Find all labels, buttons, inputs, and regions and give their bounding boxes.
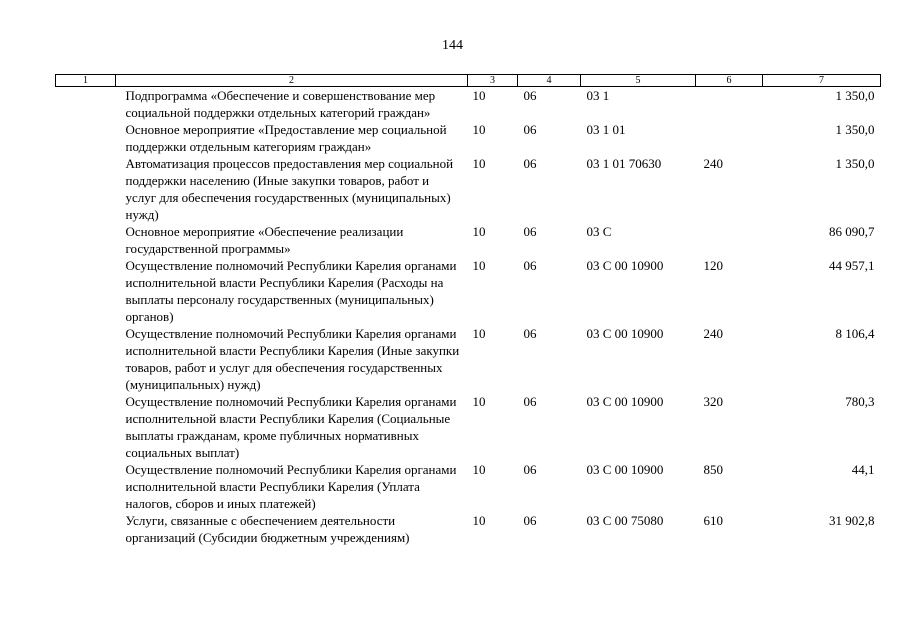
row-target-code: 03 С 00 75080 [586,513,664,528]
budget-table [55,74,881,546]
row-subsection: 06 [523,513,537,528]
row-subsection: 06 [523,462,537,477]
row-subsection: 06 [523,326,537,341]
row-name: Осуществление полномочий Республики Карелия органами исполнительной власти Республики Карелия (Социальные выплаты гражданам, кроме публичных нормативных социальных выплат) [125,394,457,460]
row-subsection: 06 [523,258,537,273]
row-name: Осуществление полномочий Республики Карелия органами исполнительной власти Республики Карелия (Расходы на выплаты персоналу государственных (муниципальных) органов) [125,258,457,324]
row-section: 10 [472,258,486,273]
table-row [56,87,881,122]
row-target-code: 03 С [586,224,612,239]
row-expense-type: 240 [703,156,723,171]
table-row [56,393,881,461]
column-header-1: 1 [56,75,116,87]
row-spacer [56,87,116,122]
row-spacer [56,512,116,546]
row-target-code: 03 С 00 10900 [586,394,664,409]
column-header-2: 2 [116,75,468,87]
row-amount: 86 090,7 [829,224,875,239]
row-expense-type: 240 [703,326,723,341]
row-subsection: 06 [523,224,537,239]
row-spacer [56,223,116,257]
table-row [56,325,881,393]
column-header-6: 6 [696,75,763,87]
row-target-code: 03 1 [586,88,610,103]
row-spacer [56,461,116,512]
row-amount: 44,1 [851,462,875,477]
row-expense-type: 120 [703,258,723,273]
row-target-code: 03 1 01 [586,122,626,137]
page-number: 144 [442,38,463,53]
row-target-code: 03 1 01 70630 [586,156,662,171]
row-section: 10 [472,394,486,409]
row-amount: 780,3 [845,394,875,409]
column-header-5: 5 [581,75,696,87]
table-row [56,512,881,546]
row-amount: 1 350,0 [835,122,875,137]
column-header-3: 3 [468,75,518,87]
table-row [56,155,881,223]
row-section: 10 [472,88,486,103]
row-amount: 31 902,8 [829,513,875,528]
row-target-code: 03 С 00 10900 [586,326,664,341]
row-spacer [56,155,116,223]
row-expense-type: 610 [703,513,723,528]
row-section: 10 [472,326,486,341]
row-expense-type [696,121,763,155]
row-subsection: 06 [523,88,537,103]
row-expense-type [696,223,763,257]
row-section: 10 [472,224,486,239]
row-target-code: 03 С 00 10900 [586,258,664,273]
row-expense-type [696,87,763,122]
row-subsection: 06 [523,156,537,171]
row-name: Подпрограмма «Обеспечение и совершенствование мер социальной поддержки отдельных категорий граждан» [125,88,436,120]
row-section: 10 [472,513,486,528]
column-header-4: 4 [518,75,581,87]
table-header [56,75,881,87]
header-row [56,75,881,87]
table-row [56,461,881,512]
row-section: 10 [472,156,486,171]
row-section: 10 [472,462,486,477]
row-spacer [56,325,116,393]
row-subsection: 06 [523,122,537,137]
row-subsection: 06 [523,394,537,409]
table-body [56,87,881,547]
row-amount: 8 106,4 [835,326,875,341]
row-name: Услуги, связанные с обеспечением деятельности организаций (Субсидии бюджетным учреждениям) [125,513,410,545]
row-name: Осуществление полномочий Республики Карелия органами исполнительной власти Республики Карелия (Иные закупки товаров, работ и услуг для обеспечения государственных (муниципальных) нужд) [125,326,460,392]
row-name: Осуществление полномочий Республики Карелия органами исполнительной власти Республики Карелия (Уплата налогов, сборов и иных платежей) [125,462,457,511]
row-spacer [56,121,116,155]
row-name: Автоматизация процессов предоставления мер социальной поддержки населению (Иные закупки товаров, работ и услуг для обеспечения государственных (муниципальных) нужд) [125,156,454,222]
row-expense-type: 320 [703,394,723,409]
column-header-7: 7 [763,75,881,87]
row-name: Основное мероприятие «Предоставление мер социальной поддержки отдельным категориям граждан» [125,122,447,154]
table-row [56,121,881,155]
row-target-code: 03 С 00 10900 [586,462,664,477]
row-spacer [56,393,116,461]
row-amount: 44 957,1 [829,258,875,273]
row-section: 10 [472,122,486,137]
table-row [56,257,881,325]
row-expense-type: 850 [703,462,723,477]
row-spacer [56,257,116,325]
table-row [56,223,881,257]
row-name: Основное мероприятие «Обеспечение реализации государственной программы» [125,224,404,256]
row-amount: 1 350,0 [835,156,875,171]
row-amount: 1 350,0 [835,88,875,103]
